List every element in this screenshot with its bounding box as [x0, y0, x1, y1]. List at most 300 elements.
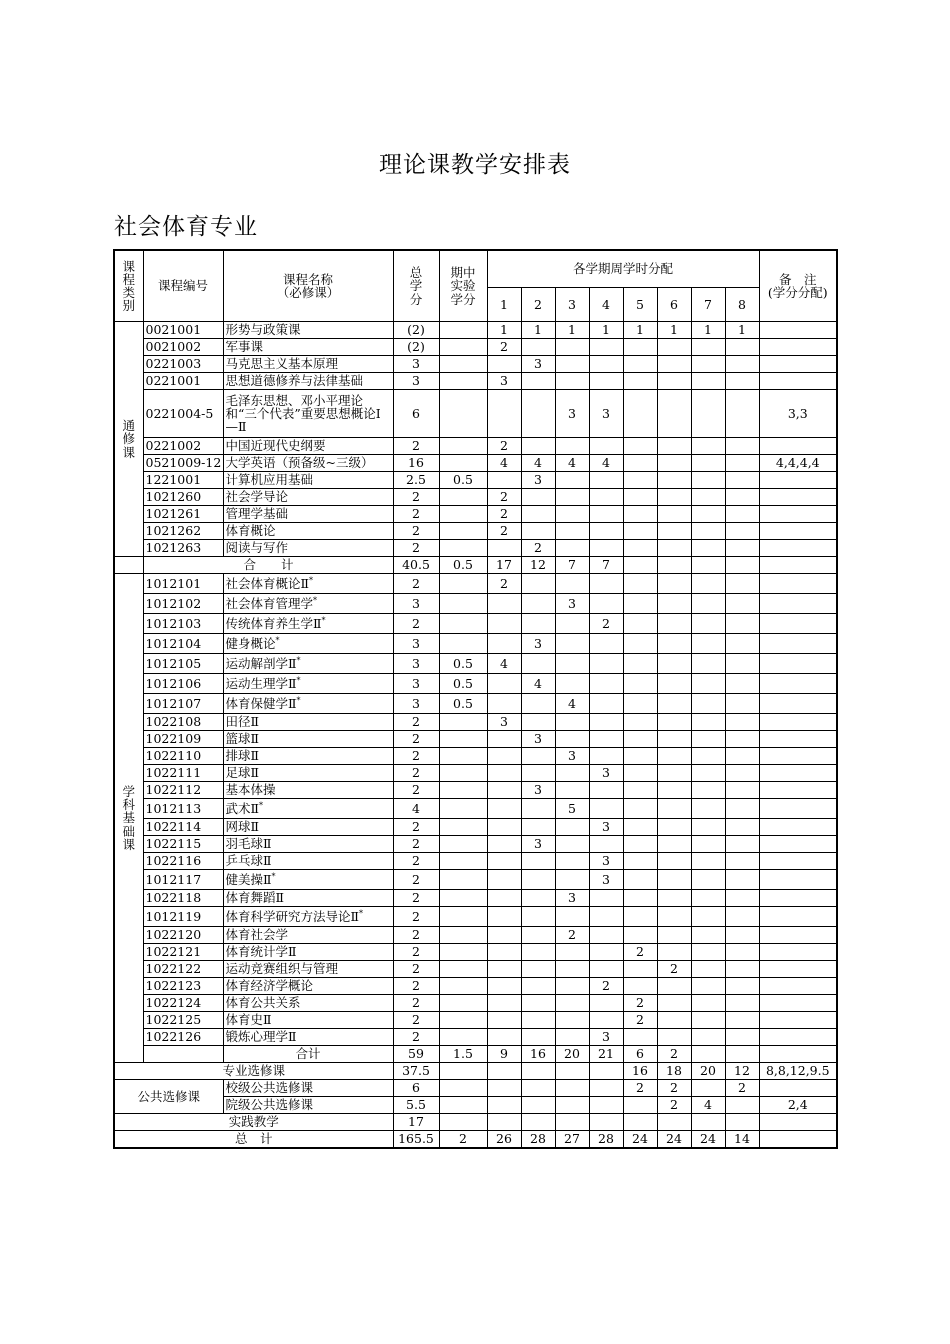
course-remark — [759, 523, 837, 540]
course-plan-table — [113, 249, 838, 1149]
course-lab-credits — [439, 870, 487, 890]
course-hours-s8 — [725, 674, 759, 694]
course-name — [223, 1012, 393, 1029]
course-remark — [759, 944, 837, 961]
course-hours-s1 — [487, 594, 521, 614]
header-lab-line2: 实验 — [450, 278, 476, 294]
course-hours-s4 — [589, 594, 623, 614]
course-lab-credits — [439, 890, 487, 907]
course-hours-s2 — [521, 748, 555, 765]
course-hours-s5 — [623, 356, 657, 373]
course-remark — [759, 870, 837, 890]
course-name-text: 运动解剖学Ⅱ — [225, 655, 297, 671]
course-credits: 2 — [393, 836, 439, 853]
course-hours-s2 — [521, 390, 555, 438]
course-hours-s8: 1 — [725, 322, 759, 339]
course-hours-s4: 4 — [589, 455, 623, 472]
course-name-text: 足球Ⅱ — [225, 765, 259, 781]
course-hours-s4 — [589, 373, 623, 390]
course-hours-s1 — [487, 540, 521, 557]
course-hours-s2 — [521, 799, 555, 819]
basic-course-row — [114, 574, 837, 594]
course-hours-s3: 4 — [555, 694, 589, 714]
course-credits: 2 — [393, 765, 439, 782]
course-hours-s8 — [725, 799, 759, 819]
course-code: 1022111 — [143, 765, 223, 782]
course-hours-s8 — [725, 540, 759, 557]
course-hours-s2: 4 — [521, 674, 555, 694]
course-hours-s6 — [657, 1029, 691, 1046]
course-hours-s7 — [691, 944, 725, 961]
course-lab-credits — [439, 927, 487, 944]
course-hours-s6 — [657, 995, 691, 1012]
course-remark — [759, 748, 837, 765]
course-hours-s3 — [555, 674, 589, 694]
basic-course-row — [114, 765, 837, 782]
course-hours-s6 — [657, 765, 691, 782]
course-hours-s6 — [657, 339, 691, 356]
basic-course-row — [114, 870, 837, 890]
course-hours-s5 — [623, 765, 657, 782]
course-hours-s3 — [555, 853, 589, 870]
basic-course-row — [114, 961, 837, 978]
course-hours-s1 — [487, 890, 521, 907]
course-name: 阅读与写作 — [223, 540, 393, 557]
course-hours-s1: 2 — [487, 506, 521, 523]
course-hours-s1 — [487, 390, 521, 438]
course-hours-s3: 2 — [555, 927, 589, 944]
course-credits: 2 — [393, 961, 439, 978]
course-hours-s8 — [725, 455, 759, 472]
college-elective-row — [114, 1097, 837, 1114]
course-hours-s2: 4 — [521, 455, 555, 472]
course-hours-s6 — [657, 714, 691, 731]
course-hours-s2 — [521, 373, 555, 390]
course-remark — [759, 961, 837, 978]
course-hours-s7 — [691, 540, 725, 557]
course-hours-s1: 3 — [487, 373, 521, 390]
core-course-mark: * — [296, 655, 301, 665]
course-name — [223, 614, 393, 634]
course-hours-s5 — [623, 523, 657, 540]
course-hours-s6 — [657, 455, 691, 472]
course-hours-s4 — [589, 944, 623, 961]
basic-course-row — [114, 944, 837, 961]
core-course-mark: * — [271, 871, 276, 881]
course-hours-s1 — [487, 765, 521, 782]
basic-total-s6: 2 — [657, 1046, 691, 1063]
course-hours-s1 — [487, 472, 521, 489]
course-hours-s7 — [691, 1012, 725, 1029]
basic-course-row — [114, 594, 837, 614]
course-hours-s8 — [725, 1012, 759, 1029]
course-credits: 2 — [393, 944, 439, 961]
course-hours-s1 — [487, 1029, 521, 1046]
course-name-text: 健美操Ⅱ — [225, 871, 272, 887]
course-remark — [759, 322, 837, 339]
course-name: 大学英语（预备级~三级） — [223, 455, 393, 472]
course-credits: 2 — [393, 853, 439, 870]
course-hours-s7 — [691, 339, 725, 356]
course-hours-s5 — [623, 506, 657, 523]
header-sem-7: 7 — [691, 288, 725, 322]
basic-course-row — [114, 731, 837, 748]
course-hours-s1: 4 — [487, 455, 521, 472]
course-remark — [759, 1029, 837, 1046]
course-credits: 2 — [393, 890, 439, 907]
course-lab-credits — [439, 506, 487, 523]
course-remark — [759, 339, 837, 356]
course-lab-credits — [439, 819, 487, 836]
course-hours-s7 — [691, 506, 725, 523]
course-remark: 4,4,4,4 — [759, 455, 837, 472]
course-hours-s3 — [555, 961, 589, 978]
general-total-s2: 12 — [521, 557, 555, 574]
course-name-text: 社会体育管理学 — [225, 595, 314, 611]
header-remark-line1: 备 注 — [779, 271, 817, 287]
course-name — [223, 674, 393, 694]
course-hours-s8 — [725, 944, 759, 961]
category-general: 通修课 — [114, 322, 143, 557]
course-hours-s5: 2 — [623, 1012, 657, 1029]
course-name-text: 体育社会学 — [225, 927, 289, 943]
course-name-text: 传统体育养生学Ⅱ — [225, 615, 322, 631]
course-remark — [759, 472, 837, 489]
basic-course-row — [114, 1029, 837, 1046]
course-hours-s4: 2 — [589, 614, 623, 634]
course-hours-s2 — [521, 978, 555, 995]
course-hours-s4: 3 — [589, 390, 623, 438]
college-elective-s6: 2 — [657, 1097, 691, 1114]
general-total-credits: 40.5 — [393, 557, 439, 574]
course-hours-s3 — [555, 574, 589, 594]
grand-total-credits: 165.5 — [393, 1131, 439, 1149]
course-lab-credits — [439, 489, 487, 506]
course-code: 1022126 — [143, 1029, 223, 1046]
course-hours-s7 — [691, 731, 725, 748]
header-remark-line2: (学分分配) — [767, 285, 828, 300]
course-credits: 3 — [393, 356, 439, 373]
course-hours-s2 — [521, 890, 555, 907]
course-credits: 6 — [393, 390, 439, 438]
course-hours-s6: 1 — [657, 322, 691, 339]
course-lab-credits: 0.5 — [439, 674, 487, 694]
course-lab-credits — [439, 594, 487, 614]
course-hours-s3 — [555, 540, 589, 557]
school-elective-row — [114, 1080, 837, 1097]
course-lab-credits — [439, 836, 487, 853]
course-credits: 2 — [393, 1029, 439, 1046]
header-sem-4: 4 — [589, 288, 623, 322]
course-hours-s3 — [555, 1029, 589, 1046]
course-code: 1021260 — [143, 489, 223, 506]
course-hours-s7 — [691, 748, 725, 765]
course-hours-s8 — [725, 995, 759, 1012]
course-hours-s8 — [725, 870, 759, 890]
course-hours-s4 — [589, 907, 623, 927]
course-hours-s8 — [725, 438, 759, 455]
course-lab-credits — [439, 714, 487, 731]
course-code: 1012119 — [143, 907, 223, 927]
course-name-text: 篮球Ⅱ — [225, 731, 259, 747]
course-hours-s5 — [623, 339, 657, 356]
course-hours-s4: 3 — [589, 819, 623, 836]
course-name — [223, 944, 393, 961]
course-name — [223, 819, 393, 836]
course-hours-s3: 5 — [555, 799, 589, 819]
course-credits: 3 — [393, 594, 439, 614]
course-hours-s7 — [691, 472, 725, 489]
course-hours-s4: 3 — [589, 870, 623, 890]
course-name-text: 体育统计学Ⅱ — [225, 944, 297, 960]
course-hours-s3 — [555, 339, 589, 356]
course-lab-credits — [439, 1012, 487, 1029]
course-hours-s2 — [521, 907, 555, 927]
course-name-text: 社会体育概论Ⅱ — [225, 575, 309, 591]
course-credits: 2 — [393, 748, 439, 765]
course-lab-credits — [439, 1029, 487, 1046]
course-hours-s2 — [521, 574, 555, 594]
general-course-row — [114, 438, 837, 455]
course-hours-s8 — [725, 765, 759, 782]
course-hours-s3 — [555, 731, 589, 748]
course-hours-s8 — [725, 907, 759, 927]
header-sem-8: 8 — [725, 288, 759, 322]
basic-total-s4: 21 — [589, 1046, 623, 1063]
course-hours-s3 — [555, 523, 589, 540]
course-hours-s6 — [657, 694, 691, 714]
course-hours-s4 — [589, 836, 623, 853]
course-lab-credits — [439, 614, 487, 634]
course-name — [223, 574, 393, 594]
core-course-mark: * — [321, 615, 326, 625]
course-hours-s2 — [521, 523, 555, 540]
course-name — [223, 907, 393, 927]
course-name-text: 羽毛球Ⅱ — [225, 836, 272, 852]
major-elective-s8: 12 — [725, 1063, 759, 1080]
course-hours-s7 — [691, 356, 725, 373]
course-code: 1022112 — [143, 782, 223, 799]
course-remark — [759, 356, 837, 373]
course-remark — [759, 438, 837, 455]
course-lab-credits — [439, 634, 487, 654]
course-hours-s4 — [589, 634, 623, 654]
course-hours-s8 — [725, 472, 759, 489]
course-remark — [759, 540, 837, 557]
course-lab-credits — [439, 731, 487, 748]
general-course-row — [114, 540, 837, 557]
course-hours-s1: 4 — [487, 654, 521, 674]
course-remark — [759, 506, 837, 523]
course-hours-s5 — [623, 614, 657, 634]
basic-course-row — [114, 614, 837, 634]
course-hours-s3 — [555, 438, 589, 455]
course-name: 军事课 — [223, 339, 393, 356]
course-lab-credits — [439, 978, 487, 995]
course-code: 1012103 — [143, 614, 223, 634]
course-lab-credits — [439, 748, 487, 765]
course-hours-s4 — [589, 782, 623, 799]
course-lab-credits — [439, 782, 487, 799]
course-hours-s1 — [487, 731, 521, 748]
course-hours-s7 — [691, 978, 725, 995]
course-name-text: 武术Ⅱ — [225, 800, 259, 816]
course-code: 0221001 — [143, 373, 223, 390]
course-hours-s5 — [623, 927, 657, 944]
general-total-s1: 17 — [487, 557, 521, 574]
header-name-line2: （必修课） — [276, 285, 340, 300]
course-code: 1022120 — [143, 927, 223, 944]
basic-course-row — [114, 748, 837, 765]
course-hours-s7 — [691, 961, 725, 978]
course-hours-s6 — [657, 731, 691, 748]
course-hours-s1: 2 — [487, 489, 521, 506]
course-hours-s1 — [487, 748, 521, 765]
course-hours-s2: 2 — [521, 540, 555, 557]
major-elective-remark: 8,8,12,9.5 — [759, 1063, 837, 1080]
course-hours-s1 — [487, 944, 521, 961]
course-credits: 3 — [393, 674, 439, 694]
course-remark — [759, 765, 837, 782]
header-semesters: 各学期周学时分配 — [487, 250, 759, 288]
course-name-text: 基本体操 — [225, 782, 276, 798]
grand-total-lab: 2 — [439, 1131, 487, 1149]
course-code: 1221001 — [143, 472, 223, 489]
course-hours-s3 — [555, 907, 589, 927]
course-hours-s2: 3 — [521, 836, 555, 853]
course-hours-s3 — [555, 654, 589, 674]
course-remark — [759, 836, 837, 853]
course-hours-s3 — [555, 978, 589, 995]
course-hours-s4: 2 — [589, 978, 623, 995]
course-hours-s1 — [487, 907, 521, 927]
course-hours-s5 — [623, 540, 657, 557]
header-lab — [439, 250, 487, 322]
course-hours-s7 — [691, 614, 725, 634]
general-course-row — [114, 339, 837, 356]
course-hours-s3 — [555, 995, 589, 1012]
course-hours-s2 — [521, 944, 555, 961]
basic-course-row — [114, 654, 837, 674]
course-hours-s5 — [623, 674, 657, 694]
course-hours-s2 — [521, 339, 555, 356]
course-hours-s8 — [725, 523, 759, 540]
course-hours-s7 — [691, 819, 725, 836]
grand-total-s6: 24 — [657, 1131, 691, 1149]
course-hours-s3 — [555, 472, 589, 489]
course-hours-s8 — [725, 634, 759, 654]
course-lab-credits — [439, 523, 487, 540]
course-hours-s6 — [657, 978, 691, 995]
course-credits: 2.5 — [393, 472, 439, 489]
course-hours-s4 — [589, 1012, 623, 1029]
course-hours-s4 — [589, 714, 623, 731]
course-lab-credits — [439, 455, 487, 472]
course-hours-s5 — [623, 890, 657, 907]
header-sem-2: 2 — [521, 288, 555, 322]
course-hours-s5 — [623, 634, 657, 654]
course-hours-s3 — [555, 373, 589, 390]
course-lab-credits — [439, 339, 487, 356]
course-name — [223, 748, 393, 765]
course-name: 思想道德修养与法律基础 — [223, 373, 393, 390]
course-hours-s2: 3 — [521, 782, 555, 799]
course-code: 0021002 — [143, 339, 223, 356]
school-elective-s8: 2 — [725, 1080, 759, 1097]
basic-course-row — [114, 674, 837, 694]
course-hours-s2 — [521, 870, 555, 890]
course-remark — [759, 373, 837, 390]
course-code: 1012101 — [143, 574, 223, 594]
course-hours-s7: 1 — [691, 322, 725, 339]
course-code: 0221003 — [143, 356, 223, 373]
course-code: 1022125 — [143, 1012, 223, 1029]
header-sem-6: 6 — [657, 288, 691, 322]
course-credits: 2 — [393, 1012, 439, 1029]
course-code: 1012107 — [143, 694, 223, 714]
course-name — [223, 765, 393, 782]
course-hours-s6 — [657, 540, 691, 557]
basic-course-row — [114, 890, 837, 907]
header-sem-5: 5 — [623, 288, 657, 322]
course-hours-s7 — [691, 574, 725, 594]
course-credits: 3 — [393, 694, 439, 714]
course-credits: 2 — [393, 870, 439, 890]
course-name: 管理学基础 — [223, 506, 393, 523]
course-hours-s5 — [623, 782, 657, 799]
course-name: 形势与政策课 — [223, 322, 393, 339]
course-hours-s2 — [521, 819, 555, 836]
course-code: 1021261 — [143, 506, 223, 523]
core-course-mark: * — [296, 695, 301, 705]
college-elective-remark: 2,4 — [759, 1097, 837, 1114]
course-hours-s7 — [691, 799, 725, 819]
course-hours-s8 — [725, 594, 759, 614]
course-hours-s8 — [725, 339, 759, 356]
course-hours-s7 — [691, 836, 725, 853]
grand-total-row — [114, 1131, 837, 1149]
course-hours-s4 — [589, 674, 623, 694]
course-credits: 16 — [393, 455, 439, 472]
course-hours-s5 — [623, 853, 657, 870]
course-remark — [759, 978, 837, 995]
course-remark — [759, 907, 837, 927]
course-hours-s8 — [725, 694, 759, 714]
course-remark — [759, 654, 837, 674]
course-hours-s6 — [657, 782, 691, 799]
course-hours-s3 — [555, 870, 589, 890]
course-hours-s8 — [725, 1029, 759, 1046]
course-credits: 2 — [393, 506, 439, 523]
course-credits: 2 — [393, 523, 439, 540]
course-hours-s6 — [657, 574, 691, 594]
course-hours-s1 — [487, 799, 521, 819]
course-code: 0021001 — [143, 322, 223, 339]
course-hours-s6 — [657, 614, 691, 634]
course-hours-s7 — [691, 765, 725, 782]
course-hours-s7 — [691, 489, 725, 506]
course-hours-s5 — [623, 594, 657, 614]
course-hours-s6 — [657, 472, 691, 489]
course-hours-s6 — [657, 870, 691, 890]
course-hours-s4 — [589, 961, 623, 978]
general-total-s4: 7 — [589, 557, 623, 574]
course-hours-s7 — [691, 654, 725, 674]
course-lab-credits: 0.5 — [439, 694, 487, 714]
course-remark — [759, 731, 837, 748]
general-course-row — [114, 506, 837, 523]
course-hours-s4 — [589, 890, 623, 907]
